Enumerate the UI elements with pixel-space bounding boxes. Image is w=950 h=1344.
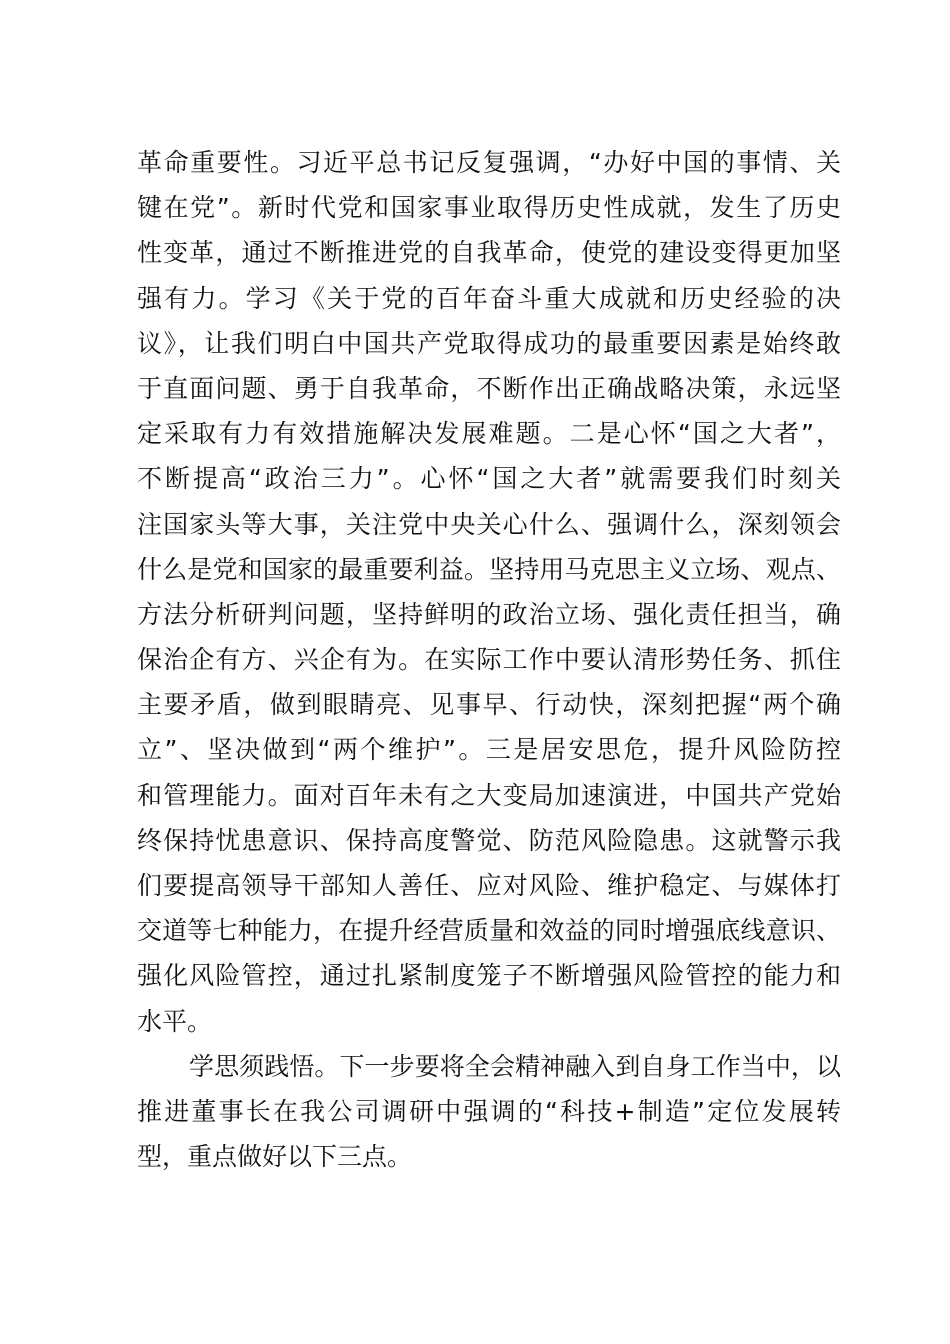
text-line: 水平。 [137,1006,213,1036]
text-line: 强化风险管控，通过扎紧制度笼子不断增强风险管控的能力和 [137,961,841,991]
text-line: 议》，让我们明白中国共产党取得成功的最重要因素是始终敢 [137,328,841,358]
text-line: 什么是党和国家的最重要利益。坚持用马克思主义立场、观点、 [137,554,841,584]
text-line: 学思须践悟。下一步要将全会精神融入到自身工作当中，以 [189,1051,841,1081]
text-line: 交道等七种能力，在提升经营质量和效益的同时增强底线意识、 [137,916,841,946]
text-line: 保治企有方、兴企有为。在实际工作中要认清形势任务、抓住 [137,645,841,675]
text-line: 型，重点做好以下三点。 [137,1142,413,1172]
paragraph-2 [137,1044,841,1180]
text-line: 性变革，通过不断推进党的自我革命，使党的建设变得更加坚 [137,238,841,268]
text-line: 们要提高领导干部知人善任、应对风险、维护稳定、与媒体打 [137,871,841,900]
text-line: 革命重要性。习近平总书记反复强调，“办好中国的事情、关 [137,148,841,177]
text-line: 强有力。学习《关于党的百年奋斗重大成就和历史经验的决 [137,283,841,313]
document-page [137,140,841,1179]
text-line: 终保持忧患意识、保持高度警觉、防范风险隐患。这就警示我 [137,825,841,855]
text-line: 于直面问题、勇于自我革命，不断作出正确战略决策，永远坚 [137,373,841,403]
text-line: 注国家头等大事，关注党中央关心什么、强调什么，深刻领会 [137,509,841,539]
text-line: 方法分析研判问题，坚持鲜明的政治立场、强化责任担当，确 [137,599,841,629]
text-line: 不断提高“政治三力”。心怀“国之大者”就需要我们时刻关 [137,464,841,494]
text-line: 立”、坚决做到“两个维护”。三是居安思危，提升风险防控 [137,735,841,765]
text-line: 键在党”。新时代党和国家事业取得历史性成就，发生了历史 [137,193,841,223]
text-line: 推进董事长在我公司调研中强调的“科技+制造”定位发展转 [137,1096,841,1126]
text-line: 主要矛盾，做到眼睛亮、见事早、行动快，深刻把握“两个确 [137,690,841,720]
paragraph-1 [137,140,841,1044]
text-line: 定采取有力有效措施解决发展难题。二是心怀“国之大者”， [137,419,841,449]
text-line: 和管理能力。面对百年未有之大变局加速演进，中国共产党始 [137,780,841,810]
